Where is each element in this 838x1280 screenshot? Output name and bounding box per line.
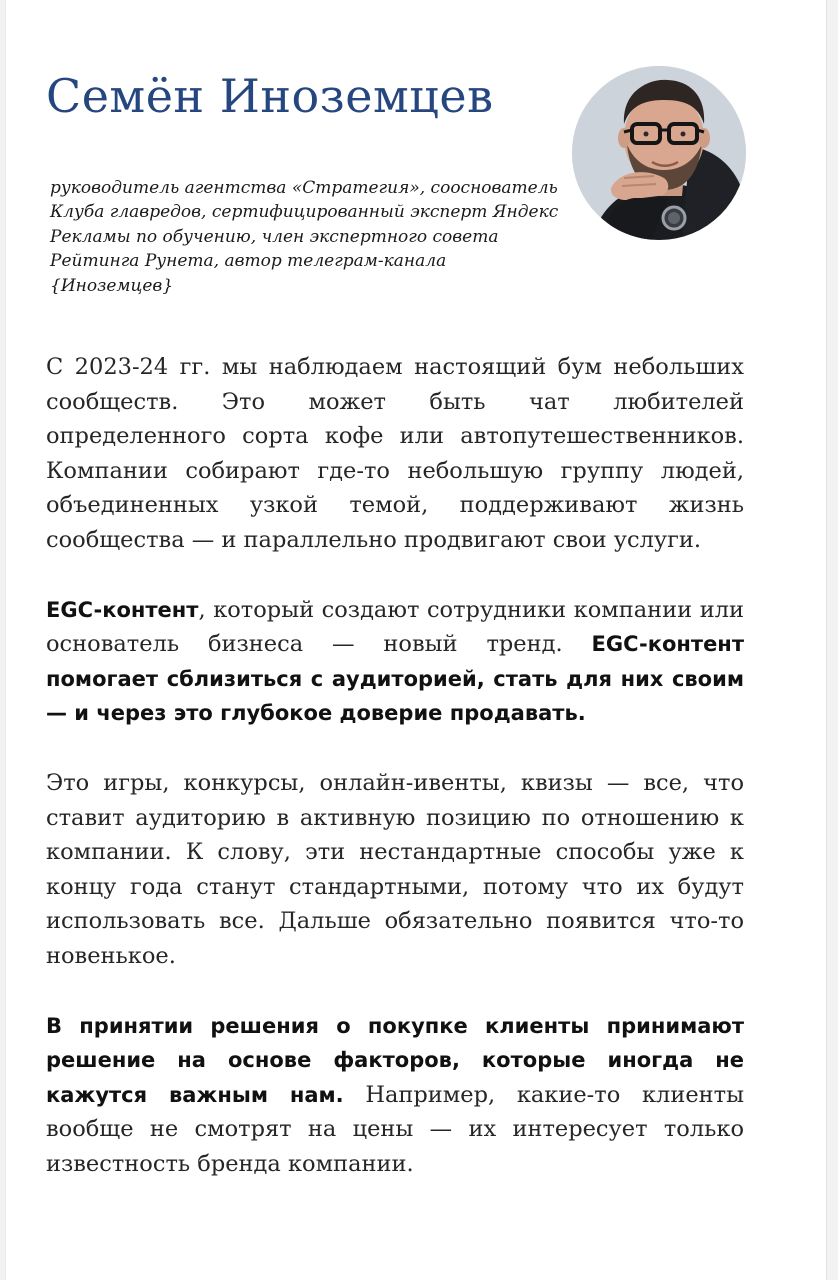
purchase-decision-highlight: В принятии решения о покупке клиенты принимают решение на основе факторов, которые иногда не кажутся важным нам. bbox=[46, 1013, 744, 1107]
document-page bbox=[6, 0, 826, 1280]
egc-term: EGC-контент bbox=[46, 597, 199, 622]
paragraph-egc-content bbox=[46, 593, 744, 731]
paragraph-purchase-decision bbox=[46, 1009, 744, 1182]
author-name: Семён Иноземцев bbox=[46, 69, 494, 123]
paragraph-egc-text: , который создают сотрудники компании или основатель бизнеса — новый тренд. bbox=[46, 596, 744, 658]
purchase-decision-text: Например, какие-то клиенты вообще не смотрят на цены — их интересует только известность бренда компании. bbox=[46, 1081, 744, 1177]
paragraph-communities-text: С 2023-24 гг. мы наблюдаем настоящий бум небольших сообществ. Это может быть чат любителей определенного сорта кофе или автопутешественников. Компании собирают где-то небольшую группу людей, объединенных узкой темой, поддерживают жизнь сообщества — и параллельно продвигают свои услуги. bbox=[46, 354, 744, 553]
paragraph-games bbox=[46, 766, 744, 974]
article-body bbox=[46, 350, 744, 1216]
paragraph-communities bbox=[46, 350, 744, 558]
author-bio: руководитель агентства «Стратегия», сооснователь Клуба главредов, сертифицированный эксперт Яндекс Рекламы по обучению, член экспертного совета Рейтинга Рунета, автор телеграм-канала {Иноземцев} bbox=[50, 178, 559, 296]
paragraph-games-text: Это игры, конкурсы, онлайн-ивенты, квизы — все, что ставит аудиторию в активную позицию по отношению к компании. К слову, эти нестандартные способы уже к концу года станут стандартными, потому что их будут использовать все. Дальше обязательно появится что-то новенькое. bbox=[46, 769, 744, 969]
egc-highlight: EGC-контент помогает сблизиться с аудиторией, стать для них своим — и через это глубокое доверие продавать. bbox=[46, 632, 744, 726]
author-photo bbox=[572, 66, 746, 240]
